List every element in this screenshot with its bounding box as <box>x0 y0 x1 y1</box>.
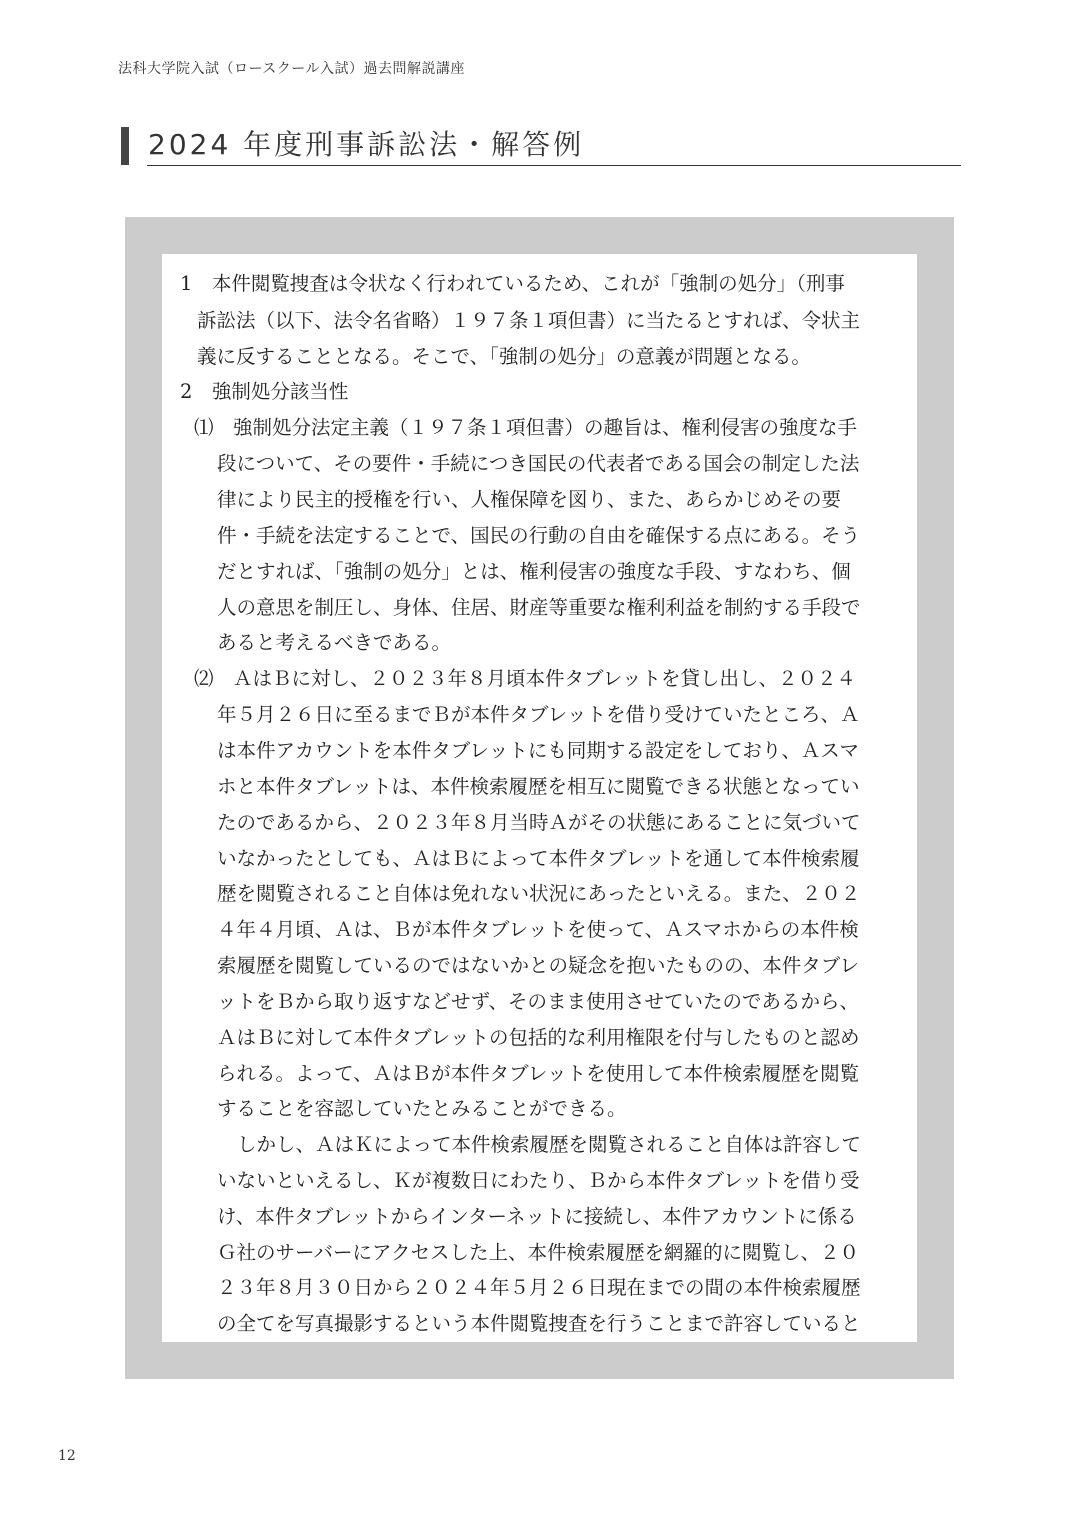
answer-line: 訴訟法（以下、法令名省略）１９７条１項但書）に当たるとすれば、令状主 <box>197 309 861 332</box>
answer-line: は本件アカウントを本件タブレットにも同期する設定をしており、Ａスマ <box>217 739 859 762</box>
heading-underline <box>147 165 961 166</box>
answer-line: ットをＢから取り返すなどせず、そのまま使用させていたのであるから、 <box>217 990 859 1013</box>
answer-line: 年５月２６日に至るまでＢが本件タブレットを借り受けていたところ、Ａ <box>217 703 860 726</box>
answer-line: ホと本件タブレットは、本件検索履歴を相互に閲覧できる状態となってい <box>217 775 860 798</box>
running-header: 法科大学院入試（ロースクール入試）過去問解説講座 <box>118 61 466 77</box>
answer-line: Ｇ社のサーバーにアクセスした上、本件検索履歴を網羅的に閲覧し、２０ <box>217 1241 859 1264</box>
answer-line: ⑴ 強制処分法定主義（１９７条１項但書）の趣旨は、権利侵害の強度な手 <box>194 416 858 439</box>
answer-line: ⑵ ＡはＢに対し、２０２３年８月頃本件タブレットを貸し出し、２０２４ <box>194 667 857 690</box>
answer-line: 1 本件閲覧捜査は令状なく行われているため、これが「強制の処分」（刑事 <box>180 272 845 295</box>
answer-box <box>162 254 917 1342</box>
answer-line: 律により民主的授権を行い、人権保障を図り、また、あらかじめその要 <box>217 488 842 511</box>
answer-line: られる。よって、ＡはＢが本件タブレットを使用して本件検索履歴を閲覧 <box>217 1062 860 1085</box>
answer-line: ２３年８月３０日から２０２４年５月２６日現在までの間の本件検索履歴 <box>217 1276 861 1299</box>
answer-line: だとすれば、「強制の処分」とは、権利侵害の強度な手段、すなわち、個 <box>217 560 851 583</box>
answer-line: 索履歴を閲覧しているのではないかとの疑念を抱いたものの、本件タブレ <box>217 954 859 977</box>
section-heading <box>121 126 961 166</box>
answer-line: することを容認していたとみることができる。 <box>217 1097 627 1120</box>
answer-line: しかし、ＡはＫによって本件検索履歴を閲覧されること自体は許容して <box>237 1133 862 1156</box>
answer-line: 義に反することとなる。そこで、「強制の処分」の意義が問題となる。 <box>197 345 811 368</box>
answer-line: 人の意思を制圧し、身体、住居、財産等重要な権利利益を制約する手段で <box>217 596 861 619</box>
heading-accent-bar <box>121 127 129 165</box>
page-number: 12 <box>58 1448 76 1464</box>
answer-line: 件・手続を法定することで、国民の行動の自由を確保する点にある。そう <box>217 524 861 547</box>
answer-line: の全てを写真撮影するという本件閲覧捜査を行うことまで許容していると <box>217 1312 861 1335</box>
page-title: 2024 年度刑事訴訟法・解答例 <box>148 128 585 161</box>
answer-line: け、本件タブレットからインターネットに接続し、本件アカウントに係る <box>217 1205 857 1228</box>
answer-line: いないといえるし、Ｋが複数日にわたり、Ｂから本件タブレットを借り受 <box>217 1169 860 1192</box>
answer-line: ４年４月頃、Ａは、Ｂが本件タブレットを使って、Ａスマホからの本件検 <box>217 918 859 941</box>
answer-line: 段について、その要件・手続につき国民の代表者である国会の制定した法 <box>217 452 860 475</box>
answer-line: いなかったとしても、ＡはＢによって本件タブレットを通して本件検索履 <box>217 847 860 870</box>
answer-line: 2 強制処分該当性 <box>180 380 349 403</box>
answer-line: ＡはＢに対して本件タブレットの包括的な利用権限を付与したものと認め <box>217 1026 860 1049</box>
answer-line: 歴を閲覧されること自体は免れない状況にあったといえる。また、２０２ <box>217 882 861 905</box>
answer-line: たのであるから、２０２３年８月当時Ａがその状態にあることに気づいて <box>217 811 861 834</box>
answer-line: あると考えるべきである。 <box>217 631 452 654</box>
